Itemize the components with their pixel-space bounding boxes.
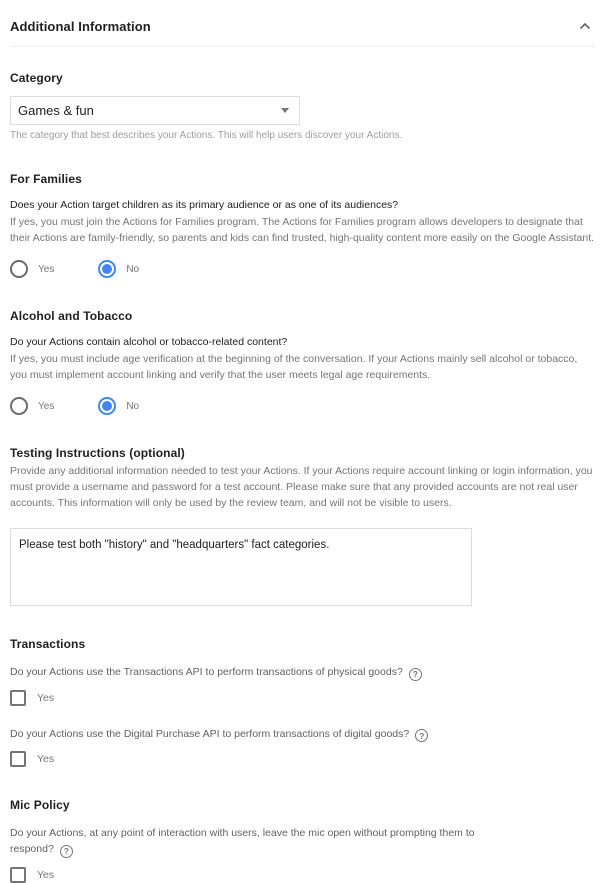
testing-instructions-input[interactable] <box>10 528 472 606</box>
testing-instructions-label: Testing Instructions (optional) <box>10 446 185 460</box>
category-helper-text: The category that best describes your Actions. This will help users discover your Actions. <box>10 130 403 141</box>
for-families-radio-yes[interactable] <box>10 260 54 278</box>
for-families-question: Does your Action target children as its primary audience or as one of its audiences? <box>10 199 399 211</box>
radio-icon <box>10 260 28 278</box>
transactions-digital-question <box>10 726 595 743</box>
transactions-physical-block <box>10 664 595 706</box>
for-families-description: If yes, you must join the Actions for Families program. The Actions for Families program allows developers to designate that their Actions are family-friendly, so parents and kids can find trusted, high-quality content more easily on the Google Assistant. <box>10 216 595 244</box>
transactions-digital-block <box>10 726 595 768</box>
category-select[interactable] <box>10 96 300 125</box>
alcohol-tobacco-radio-group <box>10 397 595 415</box>
transactions-physical-question <box>10 664 595 681</box>
question-text: Do your Actions use the Digital Purchase API to perform transactions of digital goods? <box>10 727 410 740</box>
radio-icon <box>10 397 28 415</box>
checkbox-label: Yes <box>37 753 55 765</box>
checkbox-icon <box>10 867 26 883</box>
radio-icon <box>98 260 116 278</box>
mic-policy-label: Mic Policy <box>10 798 70 812</box>
checkbox-icon <box>10 751 26 767</box>
alcohol-tobacco-question: Do your Actions contain alcohol or tobacco-related content? <box>10 336 288 348</box>
transactions-physical-checkbox[interactable] <box>10 690 595 706</box>
testing-instructions-description: Provide any additional information needed to test your Actions. If your Actions require account linking or login information, you must provide a username and password for a test account. Please make sure that any provided accounts are not real user accounts. This information will only be used by the review team, and will not be visible to users. <box>10 465 593 509</box>
checkbox-icon <box>10 690 26 706</box>
checkbox-label: Yes <box>37 868 55 881</box>
for-families-radio-group <box>10 260 595 278</box>
dropdown-arrow-icon <box>281 108 289 113</box>
transactions-digital-checkbox[interactable] <box>10 751 595 767</box>
for-families-label: For Families <box>10 172 82 186</box>
help-icon[interactable] <box>415 729 428 742</box>
question-text: Do your Actions, at any point of interaction with users, leave the mic open without prompting them to respond? <box>10 827 475 855</box>
alcohol-tobacco-radio-yes[interactable] <box>10 397 54 415</box>
category-label: Category <box>10 71 63 85</box>
checkbox-label: Yes <box>37 691 55 704</box>
alcohol-tobacco-radio-no[interactable] <box>98 397 139 415</box>
radio-label: Yes <box>38 400 55 412</box>
radio-label: No <box>126 263 140 275</box>
help-icon[interactable] <box>409 668 422 681</box>
mic-policy-question <box>10 825 488 858</box>
mic-policy-checkbox[interactable] <box>10 867 595 883</box>
radio-label: No <box>126 400 140 412</box>
alcohol-tobacco-description: If yes, you must include age verification at the beginning of the conversation. If your Actions mainly sell alcohol or tobacco, you must implement account linking and verify that the user meets legal age requirements. <box>10 353 578 381</box>
category-select-value: Games & fun <box>18 103 94 118</box>
alcohol-tobacco-label: Alcohol and Tobacco <box>10 309 133 323</box>
for-families-radio-no[interactable] <box>98 260 139 278</box>
radio-label: Yes <box>38 263 55 275</box>
section-header <box>10 0 595 47</box>
radio-icon <box>98 397 116 415</box>
question-text: Do your Actions use the Transactions API to perform transactions of physical goods? <box>10 666 403 678</box>
transactions-label: Transactions <box>10 637 86 651</box>
page-title: Additional Information <box>10 18 151 34</box>
chevron-up-icon <box>579 17 591 35</box>
help-icon[interactable] <box>60 845 73 858</box>
collapse-section-button[interactable] <box>575 15 595 37</box>
